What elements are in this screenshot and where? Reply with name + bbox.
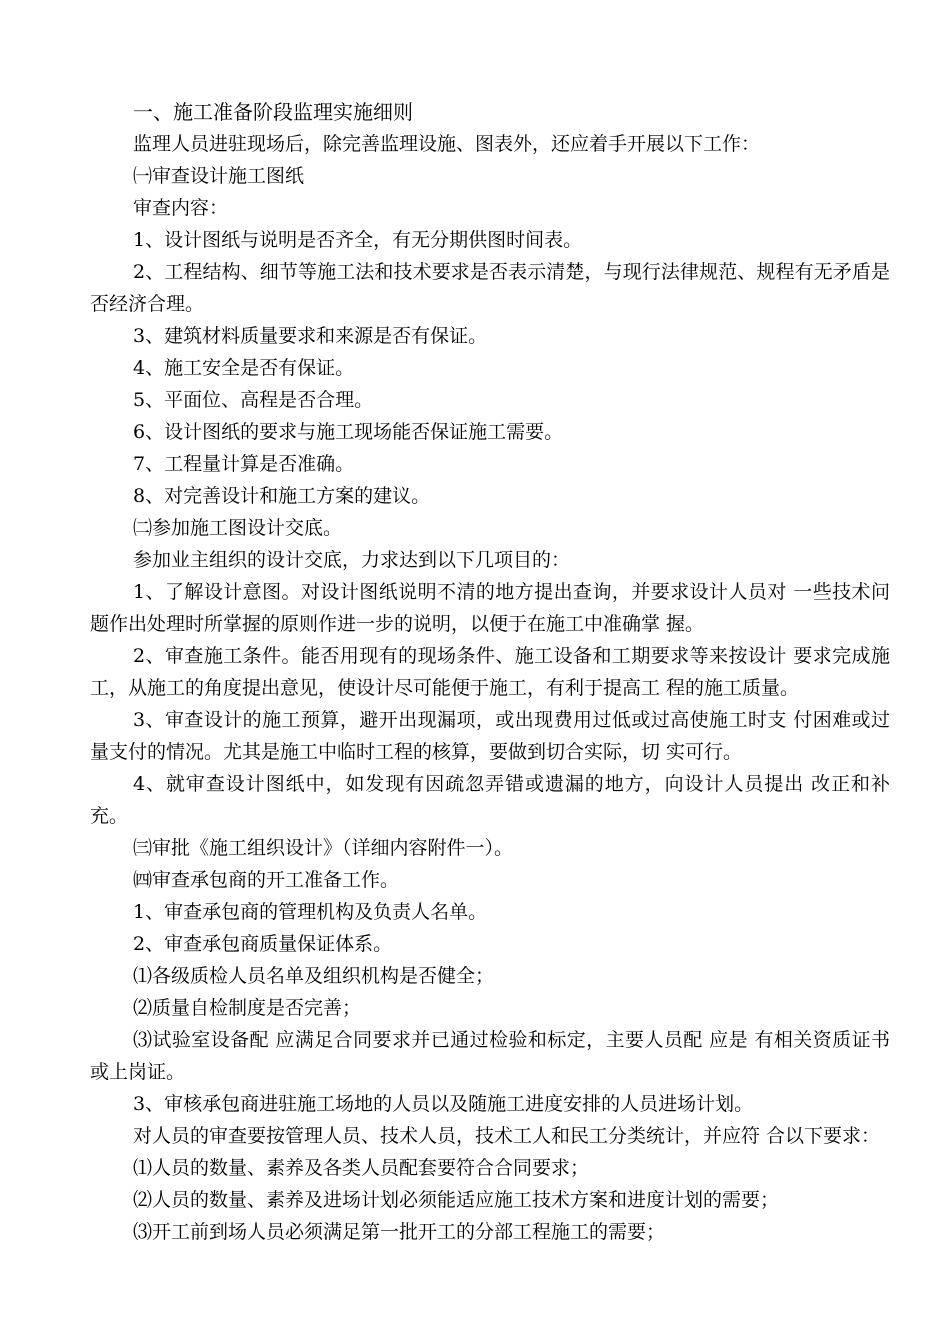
list-item: 3、审核承包商进驻施工场地的人员以及随施工进度安排的人员进场计划。: [133, 1093, 754, 1115]
list-item: 4、就审查设计图纸中，如发现有因疏忽弄错或遗漏的地方，向设计人员提出 改正和补充。: [90, 773, 890, 827]
paragraph: 审查内容：: [133, 197, 229, 219]
list-item: 1、设计图纸与说明是否齐全，有无分期供图时间表。: [133, 229, 583, 251]
section-title: 一、施工准备阶段监理实施细则: [133, 100, 413, 124]
paragraph: 对人员的审查要按管理人员、技术人员，技术工人和民工分类统计，并应符 合以下要求：: [133, 1125, 881, 1147]
list-item: 2、审查施工条件。能否用现有的现场条件、施工设备和工期要求等来按设计 要求完成施工，从施工的角度提出意见，使设计尽可能便于施工，有利于提高工 程的施工质量。: [90, 645, 890, 699]
list-item: 5、平面位、高程是否合理。: [133, 389, 374, 411]
list-item: 8、对完善设计和施工方案的建议。: [133, 485, 431, 507]
list-item: ⑴各级质检人员名单及组织机构是否健全；: [133, 965, 495, 987]
paragraph: 监理人员进驻现场后，除完善监理设施、图表外，还应着手开展以下工作：: [133, 133, 761, 155]
subsection-heading: ㈢审批《施工组织设计》（详细内容附件一）。: [133, 837, 514, 859]
subsection-heading: ㈡参加施工图设计交底。: [133, 517, 343, 539]
list-item: 1、审查承包商的管理机构及负责人名单。: [133, 901, 488, 923]
list-item: 1、了解设计意图。对设计图纸说明不清的地方提出查询，并要求设计人员对 一些技术问题作出处理时所掌握的原则作进一步的说明，以便于在施工中准确掌 握。: [90, 581, 890, 635]
list-item: 7、工程量计算是否准确。: [133, 453, 355, 475]
list-item: 3、建筑材料质量要求和来源是否有保证。: [133, 325, 488, 347]
list-item: ⑵人员的数量、素养及进场计划必须能适应施工技术方案和进度计划的需要；: [133, 1189, 780, 1211]
subsection-heading: ㈣审查承包商的开工准备工作。: [133, 869, 400, 891]
list-item: 6、设计图纸的要求与施工现场能否保证施工需要。: [133, 421, 564, 443]
paragraph: 参加业主组织的设计交底，力求达到以下几项目的：: [133, 549, 571, 571]
list-item: ⑵质量自检制度是否完善；: [133, 997, 362, 1019]
list-item: 4、施工安全是否有保证。: [133, 357, 355, 379]
list-item: 2、审查承包商质量保证体系。: [133, 933, 393, 955]
document-body: [90, 96, 890, 1248]
list-item: 2、工程结构、细节等施工法和技术要求是否表示清楚，与现行法律规范、规程有无矛盾是否经济合理。: [90, 261, 890, 315]
list-item: ⑴人员的数量、素养及各类人员配套要符合合同要求；: [133, 1157, 590, 1179]
list-item: ⑶试验室设备配 应满足合同要求并已通过检验和标定，主要人员配 应是 有相关资质证书或上岗证。: [90, 1029, 890, 1083]
list-item: ⑶开工前到场人员必须满足第一批开工的分部工程施工的需要；: [133, 1221, 666, 1243]
subsection-heading: ㈠审查设计施工图纸: [133, 165, 305, 187]
list-item: 3、审查设计的施工预算，避开出现漏项，或出现费用过低或过高使施工时支 付困难或过量支付的情况。尤其是施工中临时工程的核算，要做到切合实际，切 实可行。: [90, 709, 890, 763]
